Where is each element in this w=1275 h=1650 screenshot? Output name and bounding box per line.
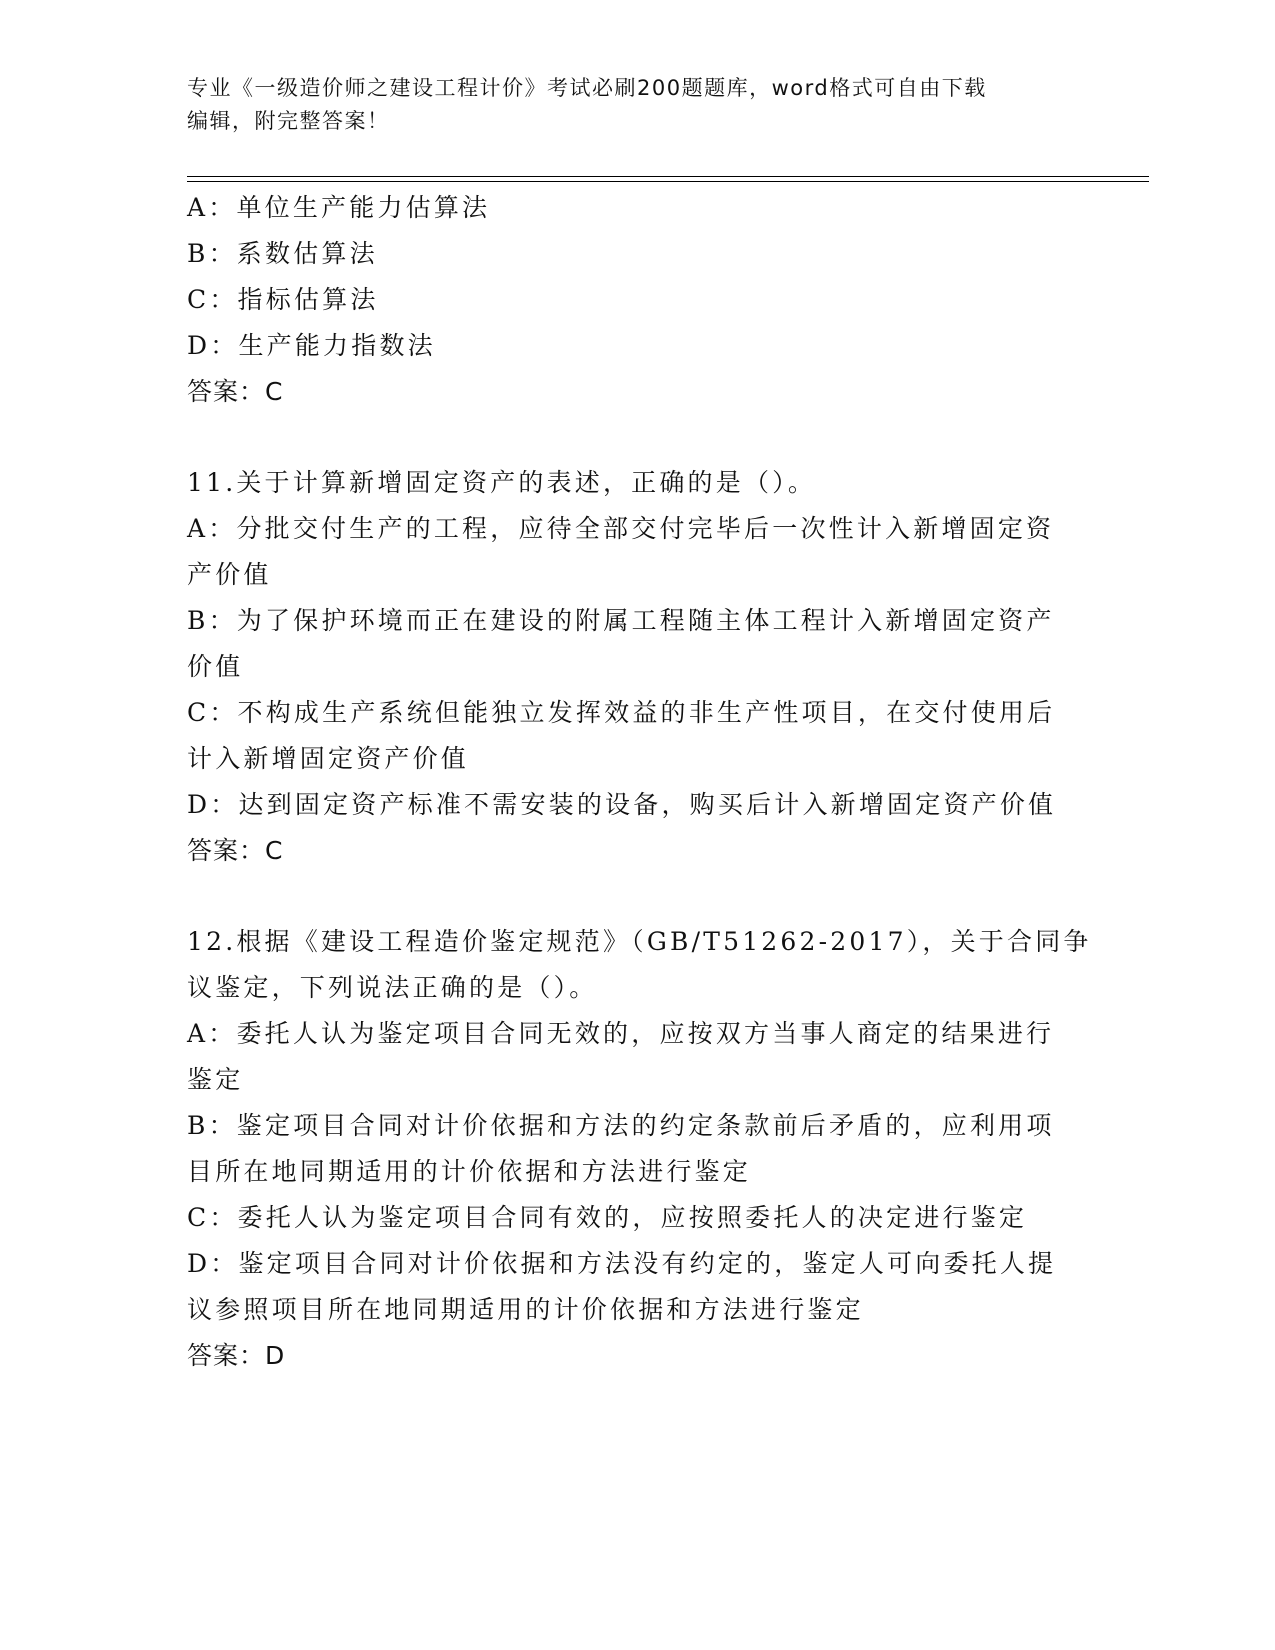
option-line: 鉴定 [187,1065,244,1094]
option-line: B：鉴定项目合同对计价依据和方法的约定条款前后矛盾的，应利用项 [187,1111,1055,1140]
option-line: A：委托人认为鉴定项目合同无效的，应按双方当事人商定的结果进行 [187,1019,1055,1048]
spacer [187,874,1087,919]
option-line: A：分批交付生产的工程，应待全部交付完毕后一次性计入新增固定资 [187,514,1055,543]
answer-11: 答案：C [187,836,284,865]
option-line: 计入新增固定资产价值 [187,744,470,773]
header-divider-thin [187,181,1149,182]
option-line: 价值 [187,652,244,681]
option-line: B：为了保护环境而正在建设的附属工程随主体工程计入新增固定资产 [187,606,1055,635]
option-line: C：不构成生产系统但能独立发挥效益的非生产性项目，在交付使用后 [187,698,1056,727]
option-line: 产价值 [187,560,272,589]
question-11-stem: 11.关于计算新增固定资产的表述，正确的是（）。 [187,468,817,497]
option-line: D：达到固定资产标准不需安装的设备，购买后计入新增固定资产价值 [187,790,1057,819]
option-d: D：生产能力指数法 [187,331,436,360]
option-line: D：鉴定项目合同对计价依据和方法没有约定的，鉴定人可向委托人提 [187,1249,1057,1278]
question-12-stem: 议鉴定，下列说法正确的是（）。 [187,973,598,1002]
question-12-block [187,919,1092,1379]
question-content [187,185,1092,1379]
document-header [187,72,1067,138]
question-12-stem: 12.根据《建设工程造价鉴定规范》（GB/T51262-2017），关于合同争 [187,927,1092,956]
spacer [187,415,1087,460]
option-a: A：单位生产能力估算法 [187,193,491,222]
header-line-2: 编辑，附完整答案！ [187,109,390,133]
option-line: 议参照项目所在地同期适用的计价依据和方法进行鉴定 [187,1295,864,1324]
header-line-1: 专业《一级造价师之建设工程计价》考试必刷200题题库，word格式可自由下载 [187,76,987,100]
option-line: 目所在地同期适用的计价依据和方法进行鉴定 [187,1157,752,1186]
option-b: B：系数估算法 [187,239,378,268]
option-line: C：委托人认为鉴定项目合同有效的，应按照委托人的决定进行鉴定 [187,1203,1028,1232]
answer-10: 答案：C [187,377,284,406]
question-10-block [187,185,1087,415]
header-divider-thick [187,176,1149,177]
option-c: C：指标估算法 [187,285,379,314]
question-11-block [187,460,1087,874]
answer-12: 答案：D [187,1341,286,1370]
